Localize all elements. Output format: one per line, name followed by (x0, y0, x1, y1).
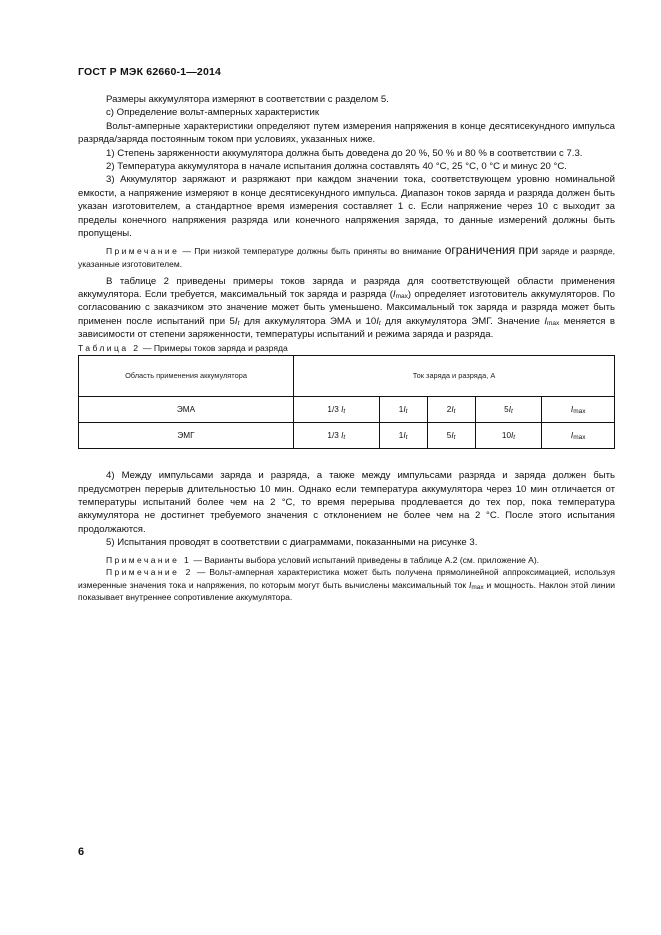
area-cell: ЭМГ (79, 423, 294, 449)
area-cell: ЭМА (79, 397, 294, 423)
current-cell: $I_{max}$ (542, 423, 615, 449)
note-label: Примечание (106, 246, 180, 257)
table-row (79, 423, 615, 449)
note: Примечание — При низкой температуре должны быть приняты во внимание ограничения при заряде и разряде, указанные изготовителем. (78, 243, 615, 270)
paragraph: с) Определение вольт-амперных характеристик (106, 107, 320, 119)
paragraph: 4) Между импульсами заряда и разряда, а также между импульсами разряда и заряда должен быть предусмотрен перерыв длительностью 10 мин. Однако если температура аккумулятора через 10 мин отличается от температуры испытаний более чем на 2 °С, то время перерыва продлевается до тех пор, пока температура аккумулятора не достигнет требуемого значения с отклонением не более чем на 2 °С. После этого испытания продолжаются. (78, 470, 615, 535)
note: Примечание 1 — Варианты выбора условий испытаний приведены в таблице А.2 (см. приложение А). (106, 554, 540, 565)
paragraph: 5) Испытания проводят в соответствии с диаграммами, показанными на рисунке 3. (106, 537, 478, 549)
note: Примечание 2 — Вольт-амперная характеристика может быть получена прямолинейной аппроксимацией, используя измеренные значения тока и напряжения, по которым могут быть вычислены максимальный ток $I_{max}$ и мощность. Наклон этой линии показывает внутреннее сопротивление аккумулятора. (78, 567, 615, 603)
current-cell: $1I_t$ (379, 423, 427, 449)
note-label: Примечание 1 (106, 554, 192, 565)
current-cell: $2I_t$ (427, 397, 475, 423)
document-body (78, 93, 615, 604)
page-number: 6 (78, 846, 85, 858)
header-area: Область применения аккумулятора (79, 356, 294, 397)
current-cell: $I_{max}$ (542, 397, 615, 423)
current-cell: $10I_t$ (475, 423, 542, 449)
document-header: ГОСТ Р МЭК 62660-1—2014 (78, 66, 222, 78)
table-header-row (79, 356, 615, 397)
paragraph: 2) Температура аккумулятора в начале испытания должна составлять 40 °С, 25 °С, 0 °С и минус 20 °С. (106, 161, 567, 173)
current-cell: $1I_t$ (379, 397, 427, 423)
paragraph: Размеры аккумулятора измеряют в соответствии с разделом 5. (106, 94, 389, 105)
paragraph: В таблице 2 приведены примеры токов заряда и разряда для соответствующей области применения аккумулятора. Если требуется, максимальный ток заряда и разряда $(I_{max})$ определяет изготовитель аккумуляторов. По согласованию с заказчиком это значение может быть уменьшено. Максимальный ток заряда и разряда может быть применен после испытаний при $5I_t$ для аккумулятора ЭМА и $10I_t$ для аккумулятора ЭМГ. Значение $I_{max}$ меняется в зависимости от степени заряженности, температуры испытаний и режима заряда и разряда. (78, 275, 615, 341)
current-cell: $5I_t$ (475, 397, 542, 423)
current-cell: 1/3 $I_t$ (294, 397, 380, 423)
paragraph: 3) Аккумулятор заряжают и разряжают при каждом значении тока, соответствующем уровню номинальной емкости, а напряжение измеряют в конце десятисекундного импульса. Диапазон токов заряда и разряда должен быть указан изготовителем, а стандартное время измерения составляет 1 с. Если напряжение через 10 с выходит за пределы конечного напряжения разряда или конечного напряжения заряда, то данные измерений должны быть пропущены. (78, 174, 615, 240)
note-label: Примечание 2 (106, 567, 193, 578)
table-caption: Таблица 2 — Примеры токов заряда и разряда (78, 342, 288, 353)
table-row (79, 397, 615, 423)
current-cell: 1/3 $I_t$ (294, 423, 380, 449)
paragraph: Вольт-амперные характеристики определяют путем измерения напряжения в конце десятисекундного импульса разряда/заряда постоянным током при условиях, указанных ниже. (78, 120, 615, 146)
currents-table (78, 355, 615, 449)
header-currents: Ток заряда и разряда, А (294, 356, 615, 397)
current-cell: $5I_t$ (427, 423, 475, 449)
paragraph: 1) Степень заряженности аккумулятора должна быть доведена до 20 %, 50 % и 80 % в соответствии с 7.3. (106, 147, 583, 159)
